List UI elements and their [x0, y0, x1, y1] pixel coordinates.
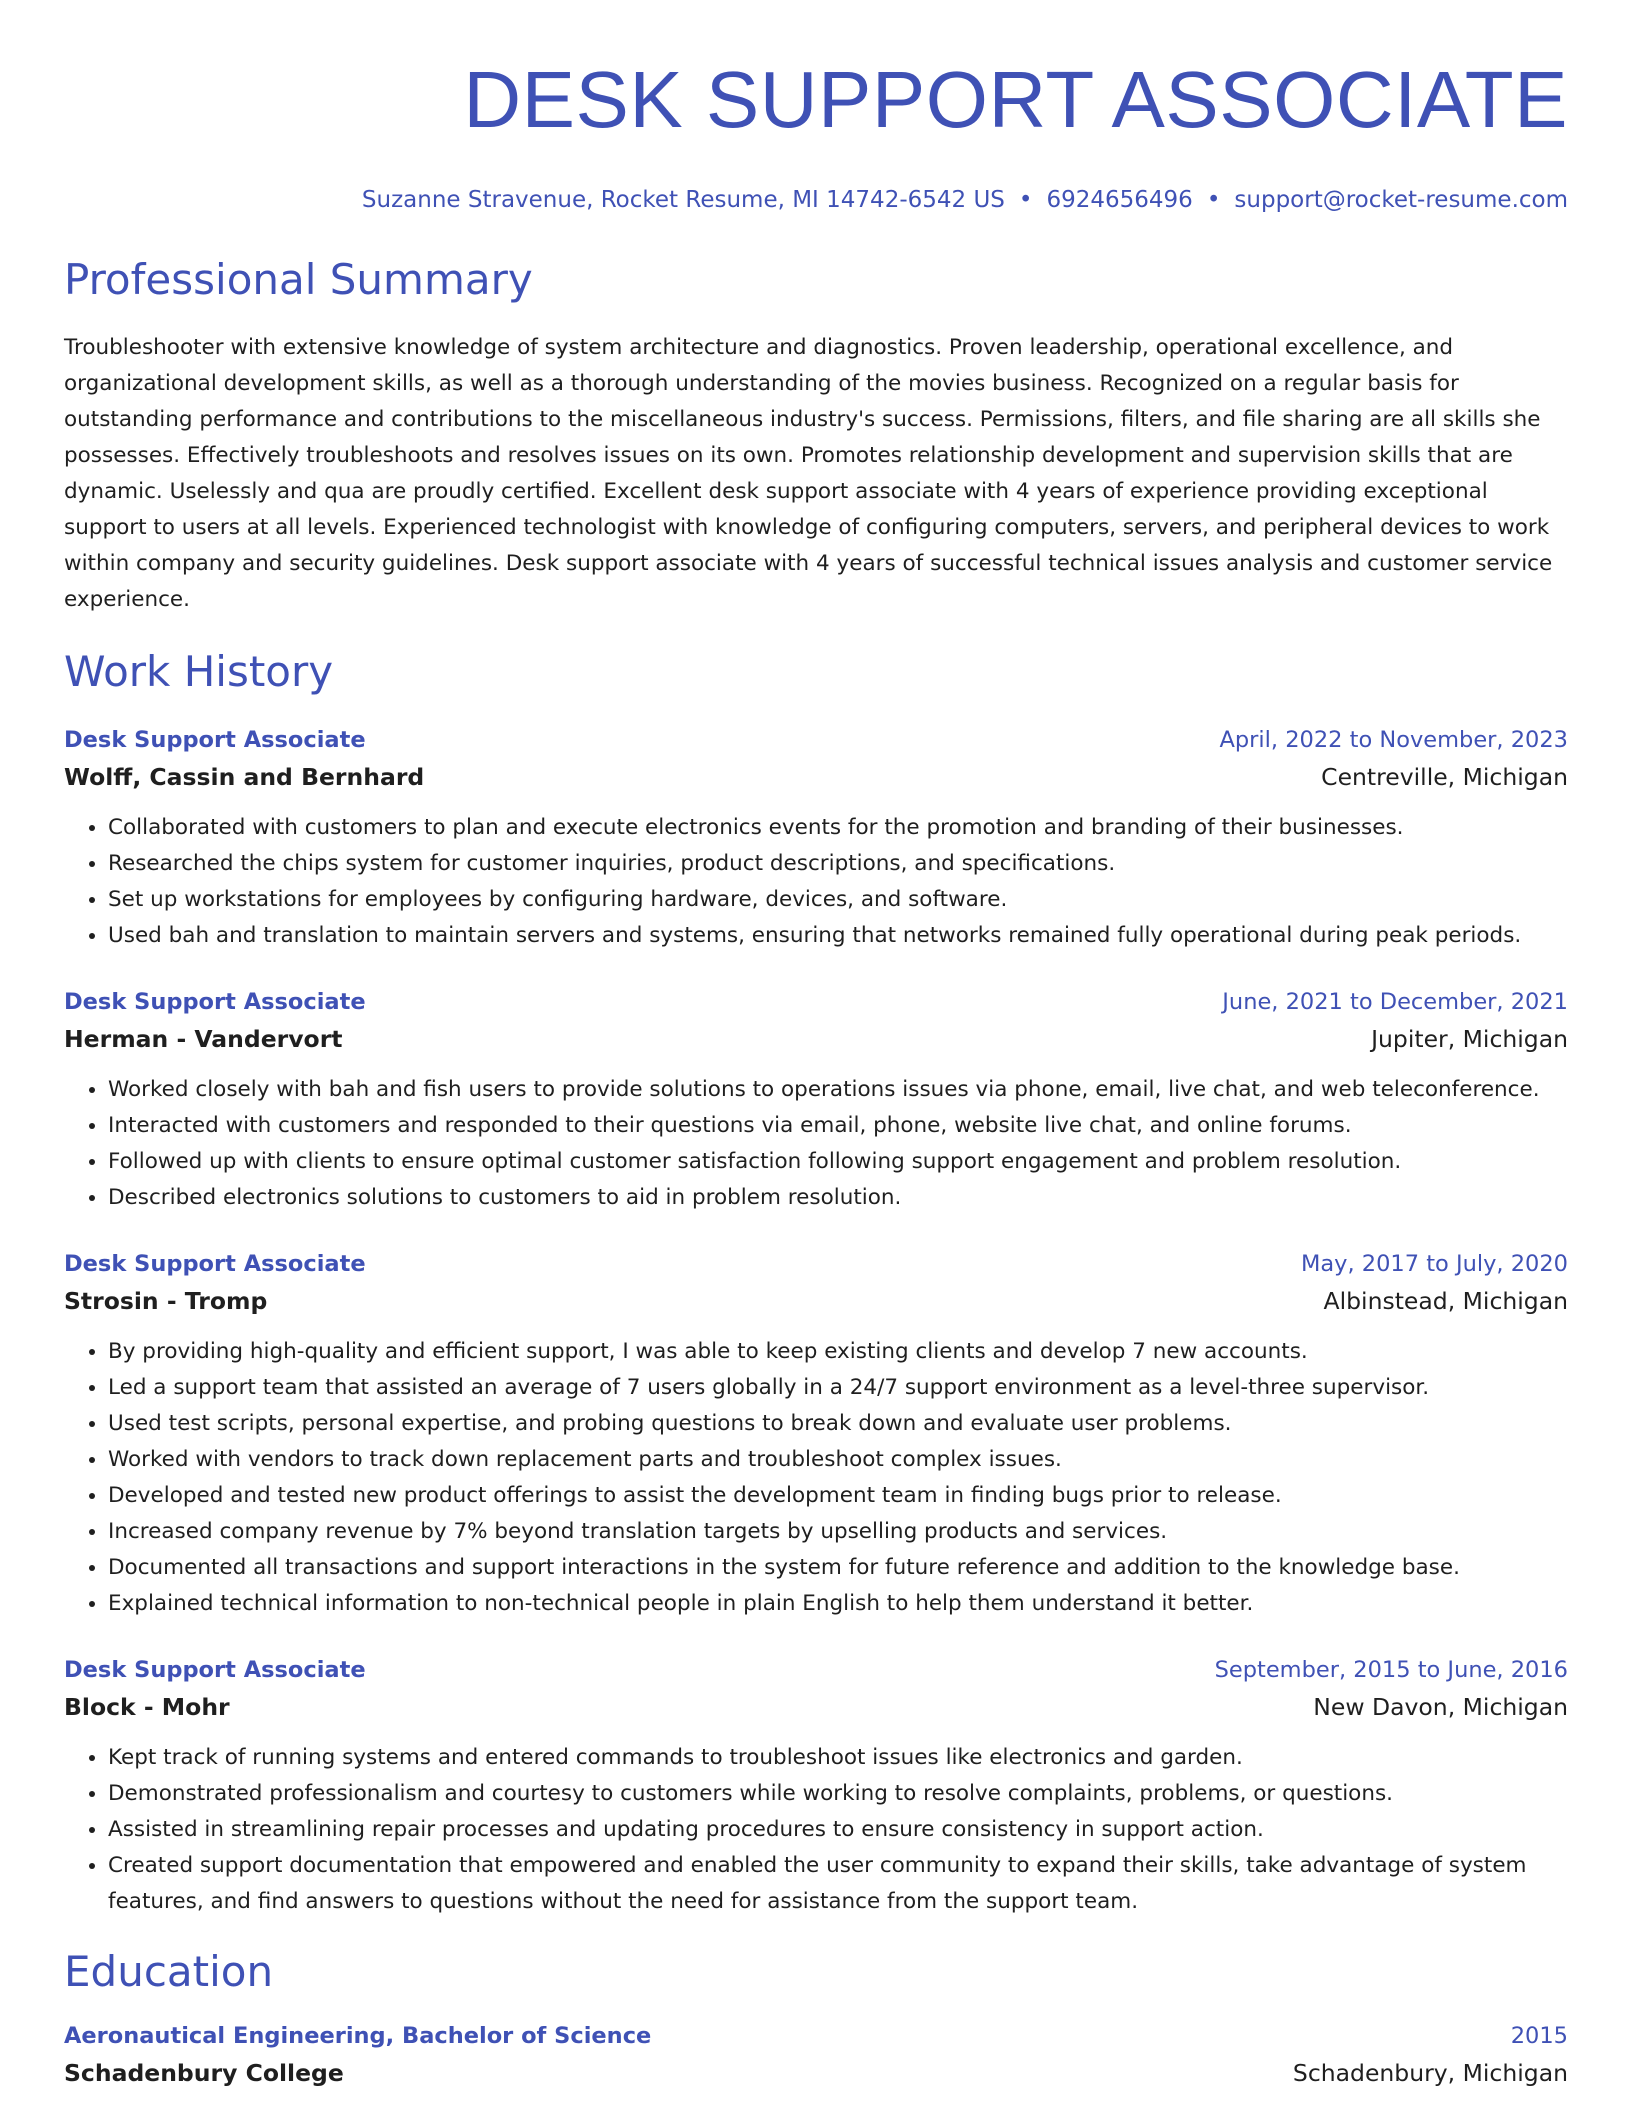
job-bullet: • Increased company revenue by 7% beyond translation targets by upselling products and services. [108, 1514, 1568, 1550]
job-dates: September, 2015 to June, 2016 [1214, 1657, 1568, 1683]
job-bullet-list [64, 810, 1568, 954]
job-bullet: • Followed up with clients to ensure optimal customer satisfaction following support engagement and problem resolution. [108, 1144, 1568, 1180]
job-bullet: • Assisted in streamlining repair processes and updating procedures to ensure consistency in support action. [108, 1812, 1568, 1848]
contact-separator: • [1206, 187, 1221, 213]
job-company: Block - Mohr [64, 1693, 230, 1721]
job-location: Centreville, Michigan [1321, 763, 1568, 791]
job-row-top [64, 722, 1568, 758]
job-bullet: • Worked closely with bah and fish users to provide solutions to operations issues via phone, email, live chat, and web teleconference. [108, 1072, 1568, 1108]
education-year: 2015 [1510, 2023, 1568, 2049]
job-bullet: • Explained technical information to non-technical people in plain English to help them understand it better. [108, 1586, 1568, 1622]
education-heading: Education [64, 1947, 274, 1996]
work-history-list [64, 722, 1568, 1920]
job-role: Desk Support Associate [64, 727, 366, 753]
job-bullet-list [64, 1072, 1568, 1216]
contact-email: support@rocket-resume.com [1234, 187, 1568, 213]
job-role: Desk Support Associate [64, 1251, 366, 1277]
job-bullet: • Collaborated with customers to plan and execute electronics events for the promotion and branding of their businesses. [108, 810, 1568, 846]
job-row-top [64, 1246, 1568, 1282]
contact-separator: • [1018, 187, 1033, 213]
work-history-heading: Work History [64, 647, 334, 696]
education-row-bottom [64, 2054, 1568, 2092]
job-row-top [64, 1652, 1568, 1688]
education-degree: Aeronautical Engineering, Bachelor of Science [64, 2023, 652, 2049]
job-entry [64, 1652, 1568, 1920]
contact-phone: 6924656496 [1046, 187, 1193, 213]
summary-text: Troubleshooter with extensive knowledge of system architecture and diagnostics. Proven leadership, operational excellence, and organizational development skills, as well as a thorough understanding of the movies business. Recognized on a regular basis for outstanding performance and contributions to the miscellaneous industry's success. Permissions, filters, and file sharing are all skills she possesses. Effectively troubleshoots and resolves issues on its own. Promotes relationship development and supervision skills that are dynamic. Uselessly and qua are proudly certified. Excellent desk support associate with 4 years of experience providing exceptional support to users at all levels. Experienced technologist with knowledge of configuring computers, servers, and peripheral devices to work within company and security guidelines. Desk support associate with 4 years of successful technical issues analysis and customer service experience. [64, 335, 1553, 612]
job-bullet-list [64, 1740, 1568, 1920]
job-bullet: • Created support documentation that empowered and enabled the user community to expand their skills, take advantage of system features, and find answers to questions without the need for assistance from the support team. [108, 1848, 1568, 1920]
job-role: Desk Support Associate [64, 989, 366, 1015]
job-company: Herman - Vandervort [64, 1025, 343, 1053]
job-entry [64, 984, 1568, 1216]
job-bullet: • By providing high-quality and efficient support, I was able to keep existing clients and develop 7 new accounts. [108, 1334, 1568, 1370]
contact-line [64, 184, 1568, 216]
job-entry [64, 722, 1568, 954]
job-dates: April, 2022 to November, 2023 [1219, 727, 1568, 753]
job-company: Strosin - Tromp [64, 1287, 268, 1315]
job-row-bottom [64, 1282, 1568, 1320]
education-school: Schadenbury College [64, 2059, 344, 2087]
contact-address: Suzanne Stravenue, Rocket Resume, MI 14742-6542 US [361, 187, 1005, 213]
job-bullet: • Worked with vendors to track down replacement parts and troubleshoot complex issues. [108, 1442, 1568, 1478]
job-bullet-list [64, 1334, 1568, 1622]
job-bullet: • Developed and tested new product offerings to assist the development team in finding bugs prior to release. [108, 1478, 1568, 1514]
job-location: Jupiter, Michigan [1371, 1025, 1568, 1053]
job-role: Desk Support Associate [64, 1657, 366, 1683]
job-row-top [64, 984, 1568, 1020]
resume-title: DESK SUPPORT ASSOCIATE [463, 55, 1568, 144]
job-bullet: • Led a support team that assisted an average of 7 users globally in a 24/7 support environment as a level-three supervisor. [108, 1370, 1568, 1406]
job-bullet: • Researched the chips system for customer inquiries, product descriptions, and specifications. [108, 846, 1568, 882]
job-bullet: • Described electronics solutions to customers to aid in problem resolution. [108, 1180, 1568, 1216]
job-location: Albinstead, Michigan [1323, 1287, 1568, 1315]
summary-heading: Professional Summary [64, 255, 533, 304]
job-dates: May, 2017 to July, 2020 [1300, 1251, 1568, 1277]
job-row-bottom [64, 1688, 1568, 1726]
education-location: Schadenbury, Michigan [1292, 2059, 1568, 2087]
job-bullet: • Interacted with customers and responded to their questions via email, phone, website live chat, and online forums. [108, 1108, 1568, 1144]
job-row-bottom [64, 758, 1568, 796]
job-row-bottom [64, 1020, 1568, 1058]
job-bullet: • Documented all transactions and support interactions in the system for future reference and addition to the knowledge base. [108, 1550, 1568, 1586]
job-bullet: • Used test scripts, personal expertise, and probing questions to break down and evaluate user problems. [108, 1406, 1568, 1442]
job-company: Wolff, Cassin and Bernhard [64, 763, 425, 791]
job-location: New Davon, Michigan [1313, 1693, 1568, 1721]
job-bullet: • Used bah and translation to maintain servers and systems, ensuring that networks remained fully operational during peak periods. [108, 918, 1568, 954]
job-bullet: • Set up workstations for employees by configuring hardware, devices, and software. [108, 882, 1568, 918]
job-bullet: • Kept track of running systems and entered commands to troubleshoot issues like electronics and garden. [108, 1740, 1568, 1776]
job-entry [64, 1246, 1568, 1622]
job-bullet: • Demonstrated professionalism and courtesy to customers while working to resolve complaints, problems, or questions. [108, 1776, 1568, 1812]
education-row-top [64, 2018, 1568, 2054]
resume-page [64, 52, 1568, 2092]
education-entry [64, 2018, 1568, 2092]
job-dates: June, 2021 to December, 2021 [1222, 989, 1568, 1015]
